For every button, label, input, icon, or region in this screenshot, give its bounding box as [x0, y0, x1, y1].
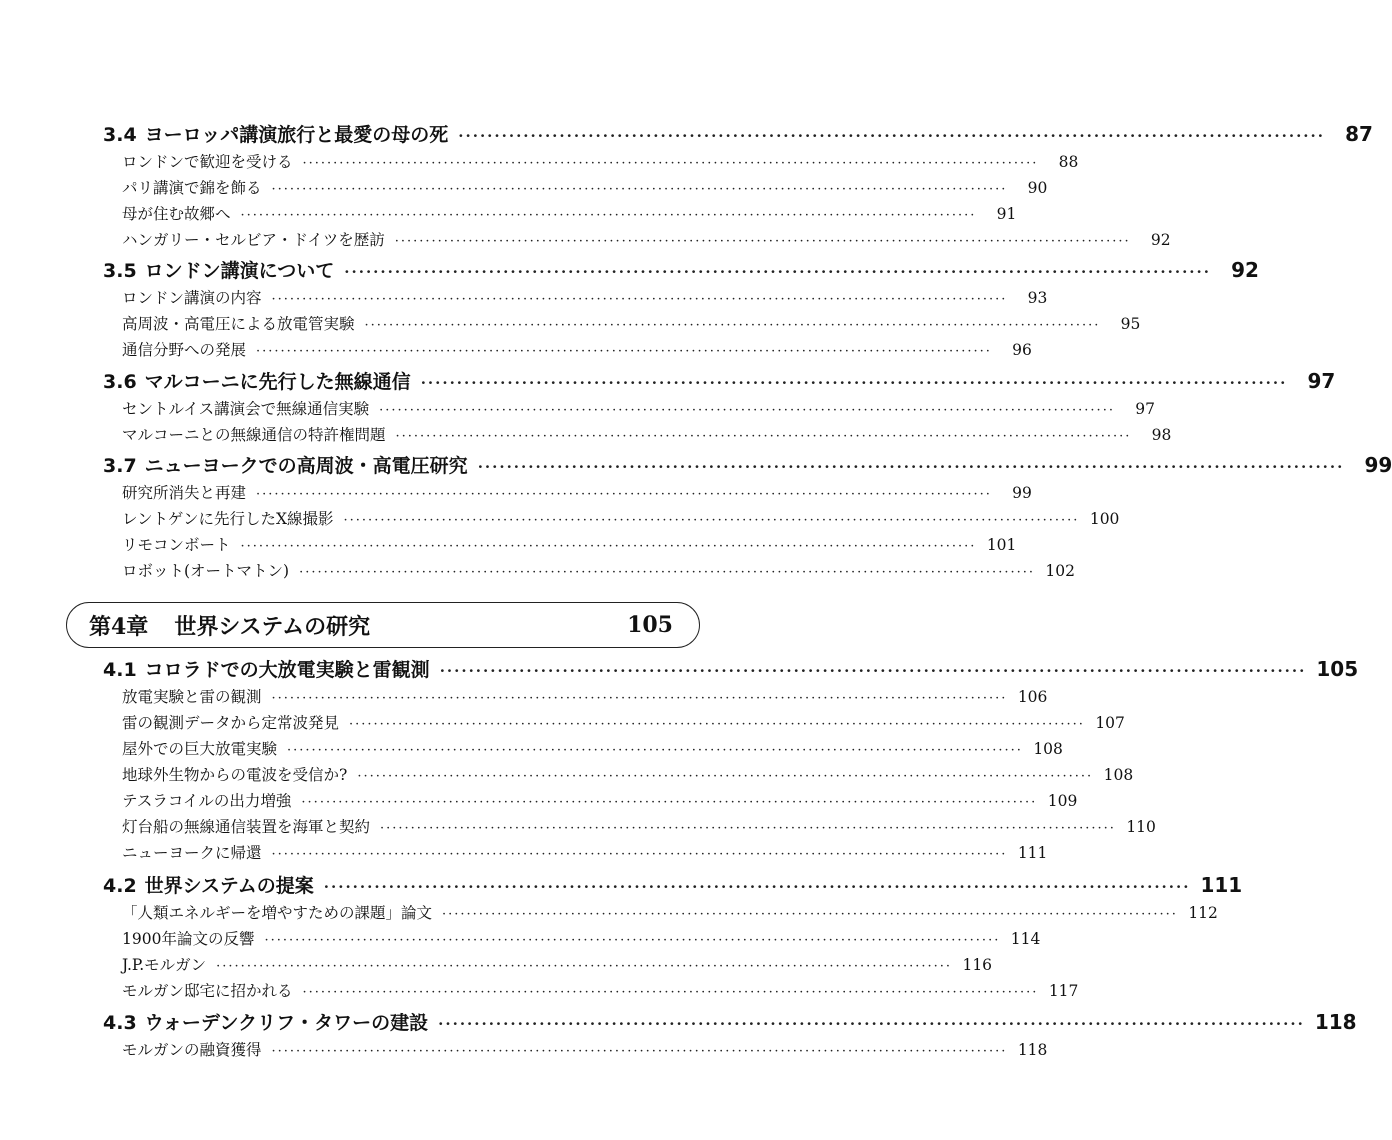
subsection-entry	[0, 533, 1017, 555]
section-title: コロラドでの大放電実験と雷観測	[144, 659, 430, 681]
subsection-entry	[0, 481, 1032, 503]
page-number: 88	[1058, 153, 1079, 171]
subsection-title: マルコーニとの無線通信の特許権問題	[122, 426, 386, 444]
dot-leader: ························································································································	[379, 403, 1115, 418]
dot-leader: ························································································································	[287, 743, 1023, 758]
subsection-title: ニューヨークに帰還	[122, 844, 262, 862]
subsection-title: パリ講演で錦を飾る	[122, 179, 262, 197]
dot-leader: ························································································································	[264, 933, 1001, 948]
page-number: 99	[1364, 453, 1392, 477]
page-number: 105	[1316, 657, 1359, 681]
page-number: 87	[1345, 122, 1373, 146]
section-entry	[0, 367, 1336, 394]
page-number: 101	[986, 536, 1017, 554]
subsection-title: 1900年論文の反響	[122, 930, 255, 948]
subsection-entry	[0, 737, 1063, 759]
page-number: 99	[1012, 484, 1032, 502]
page-number: 117	[1048, 982, 1079, 1000]
section-title: ロンドン講演について	[144, 260, 335, 282]
subsection-title: ロボット(オートマトン)	[122, 562, 290, 580]
subsection-title: モルガン邸宅に招かれる	[122, 982, 293, 1000]
subsection-title: 通信分野への発展	[122, 341, 247, 359]
subsection-title: モルガンの融資獲得	[122, 1041, 262, 1059]
section-entry	[0, 655, 1359, 682]
subsection-title: 「人類エネルギーを増やすための課題」論文	[122, 904, 433, 922]
subsection-entry	[0, 202, 1017, 224]
dot-leader: ························································································································	[395, 429, 1132, 444]
section-title: ヨーロッパ講演旅行と最愛の母の死	[144, 124, 449, 146]
page-number: 107	[1095, 714, 1125, 732]
page-number: 111	[1200, 873, 1243, 897]
dot-leader: ························································································································	[271, 1044, 1008, 1059]
subsection-title: 母が住む故郷へ	[122, 205, 231, 223]
dot-leader: ························································································································	[323, 878, 1191, 896]
subsection-title: リモコンボート	[122, 536, 231, 554]
chapter-label: 第4章	[89, 613, 149, 640]
section-number: 3.5	[103, 260, 137, 282]
subsection-entry	[0, 176, 1048, 198]
subsection-title: 地球外生物からの電波を受信か?	[122, 766, 348, 784]
page-number: 95	[1120, 315, 1141, 333]
dot-leader: ························································································································	[394, 234, 1131, 249]
dot-leader: ························································································································	[256, 344, 992, 359]
dot-leader: ························································································································	[302, 985, 1039, 1000]
section-title: ウォーデンクリフ・タワーの建設	[144, 1012, 429, 1034]
section-number: 4.1	[103, 659, 137, 681]
subsection-title: 屋外での巨大放電実験	[122, 740, 278, 758]
page-number: 96	[1012, 341, 1032, 359]
subsection-entry	[0, 150, 1079, 172]
subsection-entry	[0, 312, 1141, 334]
page-number: 100	[1089, 510, 1120, 528]
subsection-title: 灯台船の無線通信装置を海軍と契約	[122, 818, 371, 836]
dot-leader: ························································································································	[240, 208, 977, 223]
page-number: 97	[1135, 400, 1155, 418]
dot-leader: ························································································································	[301, 795, 1038, 810]
dot-leader: ························································································································	[240, 539, 977, 554]
subsection-entry	[0, 789, 1078, 811]
page-number: 92	[1150, 231, 1171, 249]
dot-leader: ························································································································	[438, 1015, 1305, 1033]
chapter-page-number: 105	[627, 612, 673, 638]
section-title: 世界システムの提案	[144, 875, 314, 897]
subsection-entry	[0, 228, 1171, 250]
subsection-title: セントルイス講演会で無線通信実験	[122, 400, 370, 418]
dot-leader: ························································································································	[302, 156, 1039, 171]
chapter-heading-box	[66, 602, 700, 648]
dot-leader: ························································································································	[343, 513, 1080, 528]
page-number: 116	[962, 956, 993, 974]
page-number: 106	[1017, 688, 1048, 706]
subsection-entry	[0, 559, 1075, 581]
subsection-entry	[0, 338, 1032, 360]
subsection-title: 研究所消失と再建	[122, 484, 247, 502]
section-number: 3.7	[103, 455, 137, 477]
section-entry	[0, 256, 1259, 283]
dot-leader: ························································································································	[380, 821, 1116, 836]
subsection-title: 高周波・高電圧による放電管実験	[122, 315, 355, 333]
dot-leader: ························································································································	[439, 662, 1307, 680]
section-entry	[0, 120, 1373, 147]
dot-leader: ························································································································	[442, 907, 1178, 922]
page-number: 112	[1188, 904, 1218, 922]
section-entry	[0, 1008, 1357, 1035]
page-number: 118	[1017, 1041, 1048, 1059]
subsection-title: ロンドンで歓迎を受ける	[122, 153, 293, 171]
subsection-entry	[0, 815, 1156, 837]
subsection-entry	[0, 927, 1041, 949]
section-title: マルコーニに先行した無線通信	[144, 371, 411, 393]
dot-leader: ························································································································	[271, 847, 1008, 862]
subsection-entry	[0, 711, 1125, 733]
dot-leader: ························································································································	[256, 487, 992, 502]
subsection-entry	[0, 423, 1172, 445]
page-number: 110	[1126, 818, 1156, 836]
dot-leader: ························································································································	[357, 769, 1094, 784]
subsection-entry	[0, 953, 993, 975]
page-number: 111	[1017, 844, 1048, 862]
page-number: 114	[1010, 930, 1041, 948]
dot-leader: ························································································································	[299, 565, 1035, 580]
page-number: 90	[1027, 179, 1048, 197]
subsection-title: J.P.モルガン	[122, 956, 207, 974]
dot-leader: ························································································································	[216, 959, 953, 974]
page-number: 97	[1307, 369, 1336, 393]
subsection-title: 放電実験と雷の観測	[122, 688, 262, 706]
dot-leader: ························································································································	[271, 182, 1008, 197]
section-entry	[0, 451, 1392, 478]
subsection-entry	[0, 901, 1218, 923]
subsection-entry	[0, 507, 1120, 529]
page-number: 108	[1103, 766, 1134, 784]
dot-leader: ························································································································	[364, 318, 1101, 333]
subsection-entry	[0, 286, 1048, 308]
subsection-title: テスラコイルの出力増強	[122, 792, 292, 810]
subsection-entry	[0, 1038, 1048, 1060]
page-number: 91	[996, 205, 1017, 223]
section-number: 3.6	[103, 371, 137, 393]
section-entry	[0, 871, 1243, 898]
section-number: 4.2	[103, 875, 137, 897]
subsection-entry	[0, 841, 1048, 863]
page-number: 118	[1314, 1010, 1357, 1034]
page-number: 98	[1151, 426, 1172, 444]
subsection-title: レントゲンに先行したX線撮影	[122, 510, 334, 528]
page-number: 93	[1027, 289, 1048, 307]
dot-leader: ························································································································	[477, 458, 1345, 476]
page-number: 108	[1033, 740, 1063, 758]
dot-leader: ························································································································	[344, 263, 1211, 281]
subsection-entry	[0, 979, 1079, 1001]
subsection-entry	[0, 397, 1155, 419]
page-number: 109	[1047, 792, 1078, 810]
chapter-title: 世界システムの研究	[174, 613, 371, 640]
dot-leader: ························································································································	[271, 691, 1008, 706]
dot-leader: ························································································································	[271, 292, 1008, 307]
section-number: 3.4	[103, 124, 137, 146]
subsection-title: ロンドン講演の内容	[122, 289, 262, 307]
page-number: 102	[1045, 562, 1075, 580]
subsection-entry	[0, 685, 1048, 707]
dot-leader: ························································································································	[458, 127, 1325, 145]
section-number: 4.3	[103, 1012, 137, 1034]
subsection-title: 雷の観測データから定常波発見	[122, 714, 340, 732]
dot-leader: ························································································································	[349, 717, 1085, 732]
dot-leader: ························································································································	[420, 374, 1288, 392]
subsection-title: ハンガリー・セルビア・ドイツを歴訪	[122, 231, 385, 249]
subsection-entry	[0, 763, 1134, 785]
page-number: 92	[1231, 258, 1259, 282]
section-title: ニューヨークでの高周波・高電圧研究	[144, 455, 468, 477]
